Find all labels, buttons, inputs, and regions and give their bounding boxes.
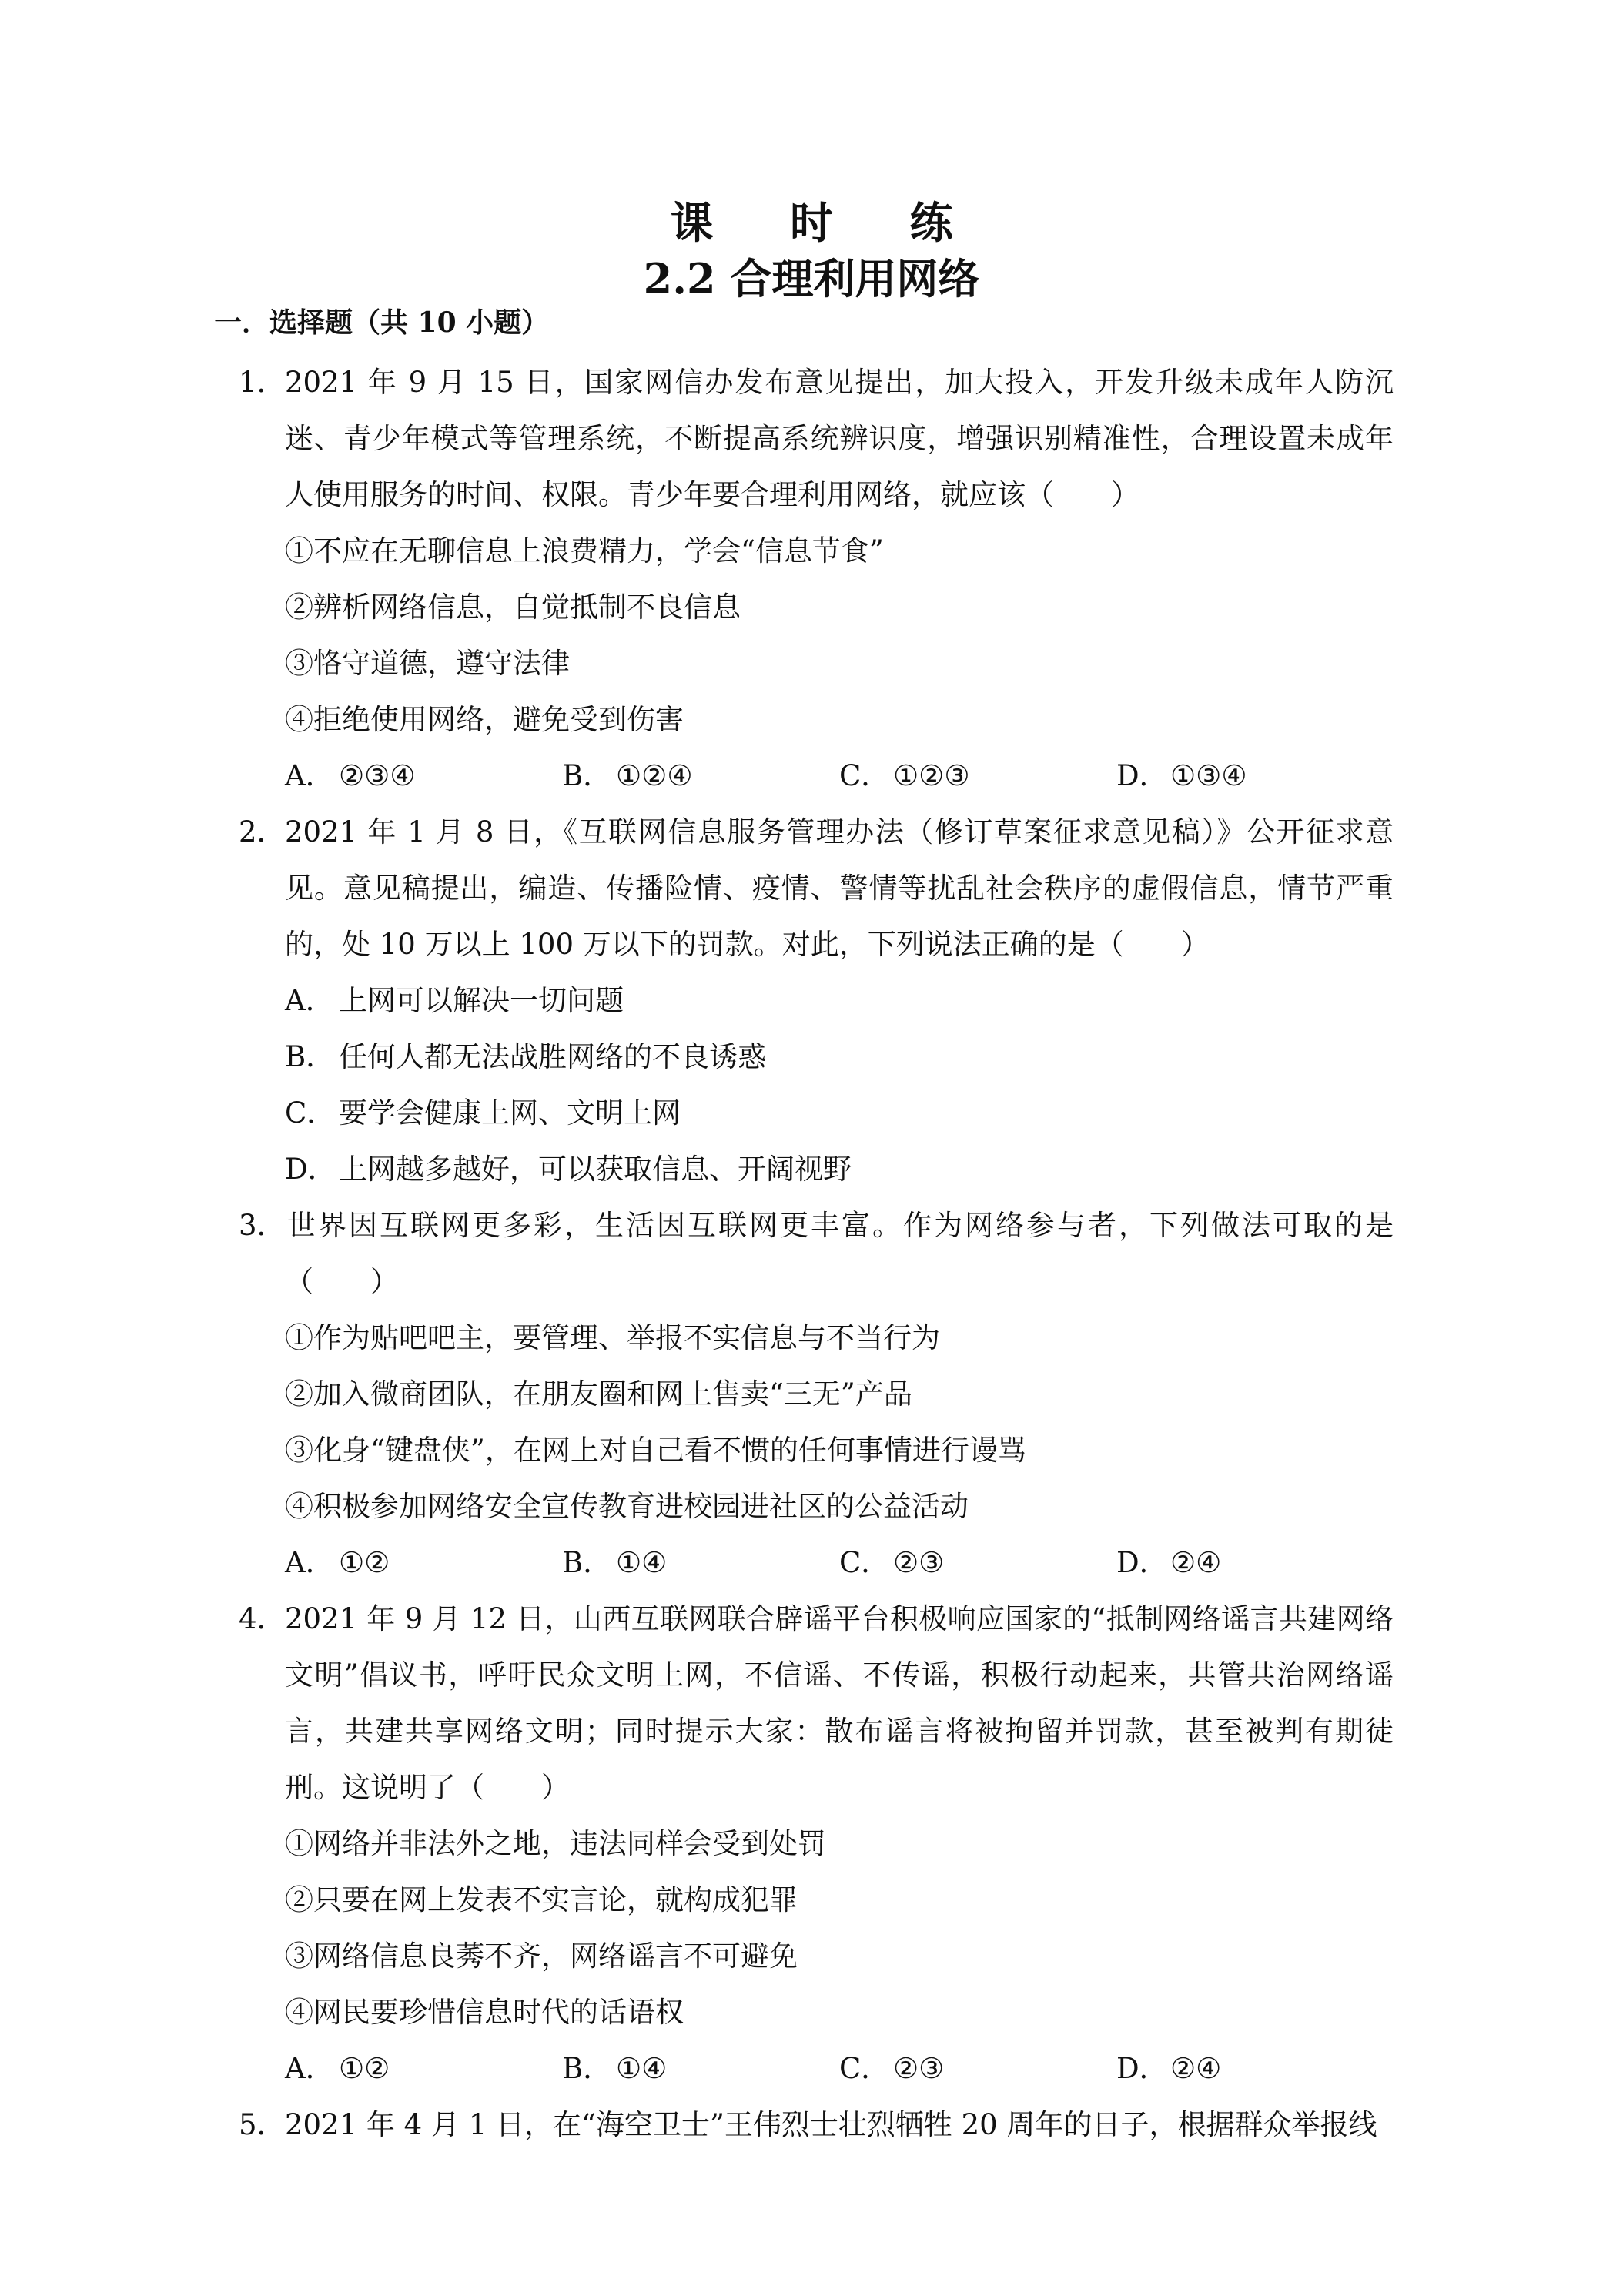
answer-option[interactable] [1116,1535,1394,1591]
option-letter: B． [562,1546,612,1579]
question-stem [239,2097,1394,2153]
statement: ④拒绝使用网络，避免受到伤害 [285,703,684,736]
option-text: ②③ [893,1546,945,1579]
question-number: 5． [239,2108,286,2141]
answer-option[interactable] [239,972,1394,1029]
statement: ④网民要珍惜信息时代的话语权 [285,1996,684,2029]
question-stem [239,804,1394,972]
statement: ②辨析网络信息，自觉抵制不良信息 [285,591,741,624]
statement: ①作为贴吧吧主，要管理、举报不实信息与不当行为 [285,1321,940,1354]
answer-option[interactable] [1116,748,1394,804]
option-letter: D． [1116,759,1168,792]
option-text: 上网越多越好，可以获取信息、开阔视野 [339,1153,852,1186]
statement: ②只要在网上发表不实言论，就构成犯罪 [285,1883,798,1916]
option-text: ②④ [1170,2052,1222,2085]
option-list [239,972,1394,1197]
option-text: ①② [339,1546,390,1579]
option-letter: C． [839,2052,890,2085]
answer-option[interactable] [239,1141,1394,1197]
option-row [239,1535,1394,1591]
option-text: ①④ [616,2052,668,2085]
option-text: ①② [339,2052,390,2085]
question-text: 世界因互联网更多彩，生活因互联网更丰富。作为网络参与者，下列做法可取的是（ ） [285,1209,1394,1298]
answer-option[interactable] [839,2040,1116,2097]
statement: ①不应在无聊信息上浪费精力，学会“信息节食” [285,534,884,567]
option-row [239,2040,1394,2097]
question-number: 2． [239,815,286,848]
option-letter: A． [285,1546,334,1579]
answer-option[interactable] [239,1085,1394,1141]
option-letter: B． [562,2052,612,2085]
option-letter: C． [839,1546,890,1579]
option-letter: A． [285,2052,334,2085]
option-text: ①②④ [616,759,693,792]
answer-option[interactable] [239,1029,1394,1085]
option-text: 上网可以解决一切问题 [339,984,624,1017]
option-row [239,748,1394,804]
option-letter: C． [285,1096,336,1130]
answer-option[interactable] [562,1535,839,1591]
statement: ②加入微商团队，在朋友圈和网上售卖“三无”产品 [285,1377,912,1411]
option-letter: B． [562,759,612,792]
option-text: ②③ [893,2052,945,2085]
statement-list [239,1310,1394,1535]
question-4 [239,1591,1394,2097]
question-text: 2021 年 1 月 8 日，《互联网信息服务管理办法（修订草案征求意见稿）》公开征求意见。意见稿提出，编造、传播险情、疫情、警情等扰乱社会秩序的虚假信息，情节严重的，处 10 万以上 100 万以下的罚款。对此，下列说法正确的是（ ） [285,815,1394,961]
answer-option[interactable] [839,748,1116,804]
answer-option[interactable] [562,748,839,804]
statement: ③网络信息良莠不齐，网络谣言不可避免 [285,1940,798,1973]
question-text: 2021 年 9 月 15 日，国家网信办发布意见提出，加大投入，开发升级未成年人防沉迷、青少年模式等管理系统，不断提高系统辨识度，增强识别精准性，合理设置未成年人使用服务的时间、权限。青少年要合理利用网络，就应该（ ） [285,366,1394,511]
answer-option[interactable] [1116,2040,1394,2097]
option-text: ②③④ [339,759,416,792]
option-letter: D． [285,1153,336,1186]
statement-list [239,1816,1394,2040]
statement: ③化身“键盘侠”，在网上对自己看不惯的任何事情进行谩骂 [285,1434,1026,1467]
question-stem [239,1591,1394,1816]
option-letter: A． [285,984,334,1017]
section-heading: 一．选择题（共 10 小题） [214,306,550,339]
question-number: 3． [239,1209,286,1242]
page-title: 课 时 练 [670,198,984,249]
answer-option[interactable] [285,2040,562,2097]
option-text: ①②③ [893,759,970,792]
question-list [239,354,1394,2153]
question-1 [239,354,1394,804]
statement-list [239,523,1394,748]
statement: ①网络并非法外之地，违法同样会受到处罚 [285,1827,826,1860]
option-text: 任何人都无法战胜网络的不良诱惑 [339,1040,766,1073]
answer-option[interactable] [285,748,562,804]
question-stem [239,1197,1394,1310]
question-number: 1． [239,366,286,399]
option-text: ①③④ [1170,759,1247,792]
question-number: 4． [239,1602,286,1635]
statement: ③恪守道德，遵守法律 [285,647,570,680]
option-letter: D． [1116,2052,1168,2085]
question-3 [239,1197,1394,1591]
option-text: ①④ [616,1546,668,1579]
answer-option[interactable] [839,1535,1116,1591]
question-stem [239,354,1394,523]
answer-option[interactable] [285,1535,562,1591]
question-2 [239,804,1394,1197]
option-letter: C． [839,759,890,792]
option-text: 要学会健康上网、文明上网 [339,1096,681,1130]
option-letter: A． [285,759,334,792]
question-5 [239,2097,1394,2153]
page-subtitle: 2.2 合理利用网络 [643,254,980,303]
statement: ④积极参加网络安全宣传教育进校园进社区的公益活动 [285,1490,969,1523]
option-text: ②④ [1170,1546,1222,1579]
option-letter: D． [1116,1546,1168,1579]
question-text: 2021 年 9 月 12 日，山西互联网联合辟谣平台积极响应国家的“抵制网络谣言共建网络文明”倡议书，呼吁民众文明上网，不信谣、不传谣，积极行动起来，共管共治网络谣言，共建共享网络文明；同时提示大家：散布谣言将被拘留并罚款，甚至被判有期徒刑。这说明了（ ） [285,1602,1394,1804]
option-letter: B． [285,1040,335,1073]
answer-option[interactable] [562,2040,839,2097]
question-text: 2021 年 4 月 1 日，在“海空卫士”王伟烈士壮烈牺牲 20 周年的日子，根据群众举报线 [285,2108,1377,2141]
